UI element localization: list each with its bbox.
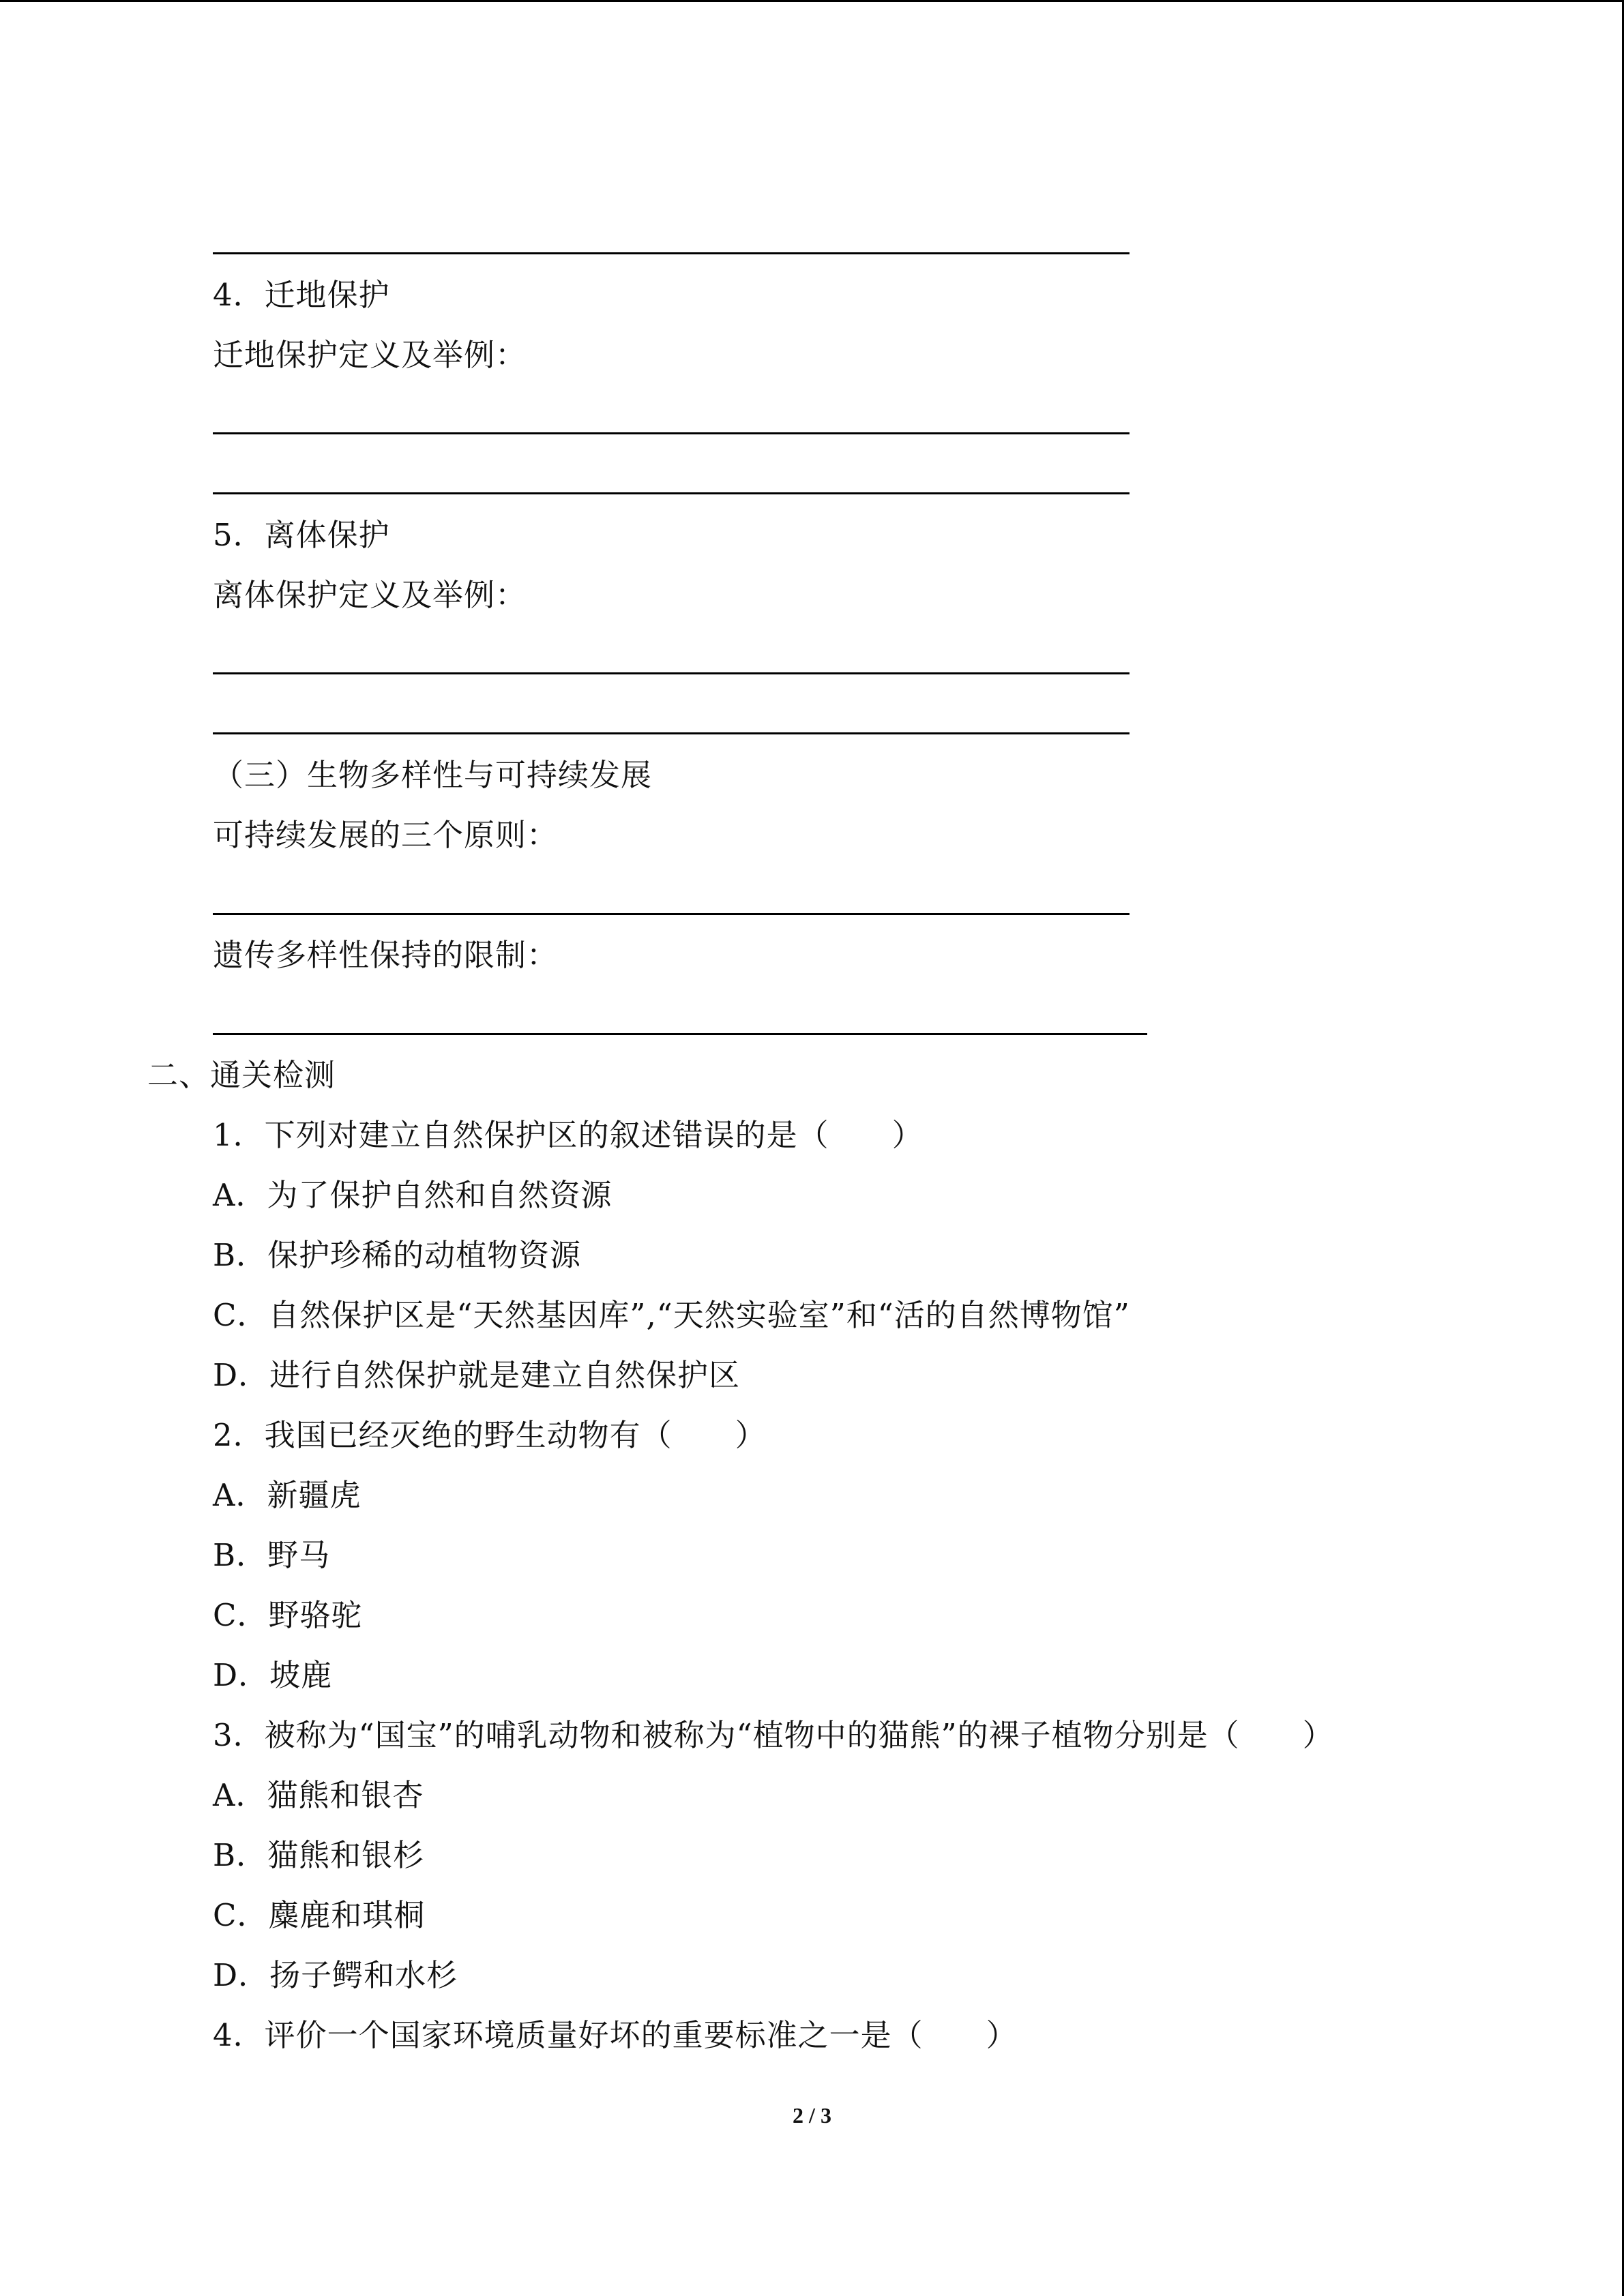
question-1-option-d[interactable]: D．进行自然保护就是建立自然保护区 [213, 1357, 741, 1393]
answer-line[interactable] [213, 913, 1130, 915]
question-3-option-c[interactable]: C．麋鹿和琪桐 [213, 1897, 426, 1933]
question-2-option-a[interactable]: A．新疆虎 [213, 1477, 361, 1513]
question-3-option-a[interactable]: A．猫熊和银杏 [213, 1777, 424, 1813]
question-3-option-d[interactable]: D．扬子鳄和水杉 [213, 1957, 458, 1993]
section-heading: 二、通关检测 [147, 1057, 336, 1093]
item-prompt-liti: 离体保护定义及举例： [213, 577, 527, 613]
question-1-option-c[interactable]: C．自然保护区是“天然基因库”,“天然实验室”和“活的自然博物馆” [213, 1297, 1130, 1333]
question-4-stem: 4．评价一个国家环境质量好坏的重要标准之一是（ ） [213, 2017, 1018, 2053]
item-prompt-qianxi: 迁地保护定义及举例： [213, 337, 527, 373]
answer-line[interactable] [213, 252, 1130, 254]
question-2-option-c[interactable]: C．野骆驼 [213, 1597, 363, 1633]
page-number: 2 / 3 [793, 2103, 831, 2128]
answer-line[interactable] [213, 1033, 1147, 1035]
item-title-liti: 5．离体保护 [213, 517, 390, 553]
question-3-option-b[interactable]: B．猫熊和银杉 [213, 1837, 425, 1873]
item-title-qianxi: 4．迁地保护 [213, 277, 390, 313]
question-2-option-b[interactable]: B．野马 [213, 1537, 331, 1573]
answer-line[interactable] [213, 492, 1130, 494]
question-2-stem: 2．我国已经灭绝的野生动物有（ ） [213, 1417, 767, 1453]
question-1-option-a[interactable]: A．为了保护自然和自然资源 [213, 1177, 612, 1213]
question-2-option-d[interactable]: D．坡鹿 [213, 1657, 333, 1693]
answer-line[interactable] [213, 432, 1130, 434]
answer-line[interactable] [213, 672, 1130, 674]
question-1-stem: 1．下列对建立自然保护区的叙述错误的是（ ） [213, 1117, 924, 1153]
answer-line[interactable] [213, 732, 1130, 734]
subsection-title-sustain: （三）生物多样性与可持续发展 [213, 757, 653, 793]
question-1-option-b[interactable]: B．保护珍稀的动植物资源 [213, 1237, 582, 1273]
item-prompt-genetic: 遗传多样性保持的限制： [213, 937, 559, 973]
item-prompt-sustain: 可持续发展的三个原则： [213, 817, 559, 853]
question-3-stem: 3．被称为“国宝”的哺乳动物和被称为“植物中的猫熊”的裸子植物分别是（ ） [213, 1717, 1334, 1753]
